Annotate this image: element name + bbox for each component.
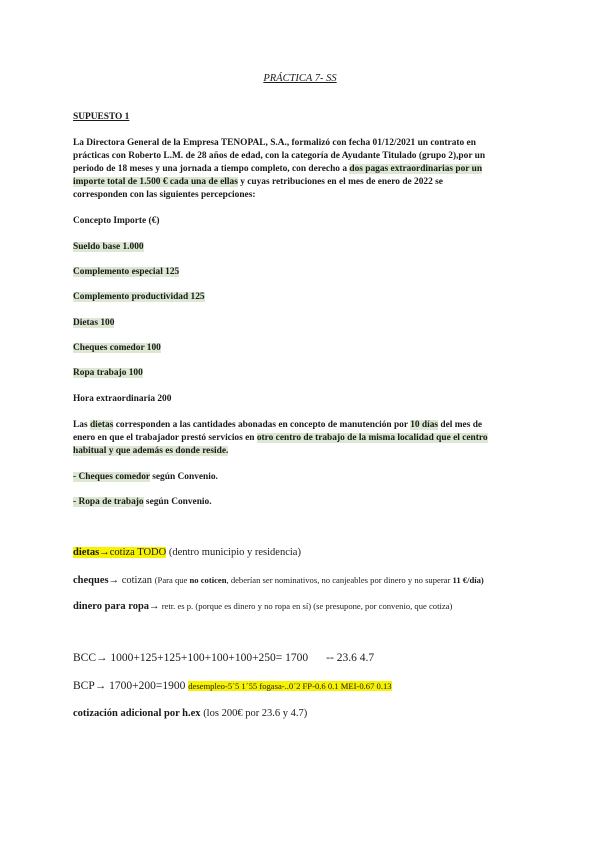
bullet-label: - Cheques comedor <box>73 472 150 482</box>
item-label: Ropa trabajo 100 <box>73 368 143 378</box>
text: corresponden a las cantidades abonadas en concepto de manutención por <box>113 420 411 430</box>
item-row <box>73 317 114 330</box>
item-row <box>73 393 171 406</box>
note-arrow: →cotiza TODO <box>99 547 167 558</box>
calc-extra <box>73 707 307 720</box>
calc-extra-text: (los 200€ por 23.6 y 4.7) <box>200 708 308 719</box>
text: del mes de <box>438 420 483 430</box>
intro-line-4-text: y cuyas retribuciones en el mes de enero de 2022 se <box>237 177 443 187</box>
note-label: cheques <box>73 575 109 586</box>
note-emphasis: no coticen <box>189 575 227 585</box>
item-row <box>73 291 205 304</box>
item-label: Complemento especial 125 <box>73 267 180 277</box>
item-label: Sueldo base 1.000 <box>73 242 144 252</box>
item-row <box>73 241 144 254</box>
note-dietas <box>73 546 301 559</box>
text: Las <box>73 420 90 430</box>
item-label: Cheques comedor 100 <box>73 343 161 353</box>
note-ropa <box>73 600 452 613</box>
calc-extra-label: cotización adicional por h.ex <box>73 708 201 719</box>
highlight-days: 10 días <box>410 420 439 430</box>
calc-formula: BCC→ 1000+125+125+100+100+100+250= 1700 <box>73 652 309 664</box>
calc-formula: BCP→ 1700+200=1900 <box>73 680 189 692</box>
note-cheques <box>73 574 484 587</box>
item-label: Hora extraordinaria 200 <box>73 394 172 404</box>
intro-line-4 <box>73 176 443 189</box>
page-title: PRÁCTICA 7- SS <box>263 73 337 84</box>
note-text: (Para que <box>154 575 190 585</box>
calc-bcc <box>73 652 374 665</box>
dietas-line-3 <box>73 445 228 458</box>
calc-bcp <box>73 680 392 693</box>
item-label: Complemento productividad 125 <box>73 292 205 302</box>
item-row <box>73 266 179 279</box>
highlight-residence: habitual y que además es donde reside. <box>73 446 229 456</box>
note-text: retr. es p. (porque es dinero y no ropa en sí) <box>159 601 314 611</box>
note-dietas-highlight <box>73 547 166 558</box>
section-heading: SUPUESTO 1 <box>73 112 130 122</box>
concept-header: Concepto Importe (€) <box>73 216 160 226</box>
intro-line-3 <box>73 163 482 176</box>
note-text: (se presupone, por convenio, que cotiza) <box>313 601 453 611</box>
dietas-line-1 <box>73 419 482 432</box>
note-text: , deberían ser nominativos, no canjeables por dinero y no superar <box>226 575 453 585</box>
bullet-text: según Convenio. <box>149 472 218 482</box>
item-row <box>73 342 161 355</box>
highlight-amount: importe total de 1.500 € cada una de ellas <box>73 177 238 187</box>
note-text: (dentro municipio y residencia) <box>166 547 301 558</box>
bullet-text: según Convenio. <box>143 497 212 507</box>
text: enero en que el trabajador prestó servicios en <box>73 433 257 443</box>
note-arrow: → cotizan <box>108 575 155 586</box>
note-arrow: → <box>149 601 160 612</box>
dietas-line-2 <box>73 432 488 445</box>
intro-line-2: prácticas con Roberto L.M. de 28 años de edad, con la categoría de Ayudante Titulado (grupo 2),por un <box>73 151 486 161</box>
calc-rates-highlight: desempleo-5´5 1´55 fogasa-..0´2 FP-0.6 0.1 MEI-0.67 0.13 <box>188 681 392 691</box>
note-label: dinero para ropa <box>73 601 150 612</box>
highlight-dietas: dietas <box>89 420 114 430</box>
bullet-ropa <box>73 496 212 509</box>
calc-rates: -- 23.6 4.7 <box>326 652 375 664</box>
note-emphasis: 11 €/día) <box>452 575 484 585</box>
intro-line-1: La Directora General de la Empresa TENOPAL, S.A., formalizó con fecha 01/12/2021 un contrato en <box>73 138 476 148</box>
intro-line-5: corresponden con las siguientes percepciones: <box>73 190 256 200</box>
bullet-cheques <box>73 471 218 484</box>
highlight-extra-pays: dos pagas extraordinarias por un <box>349 164 483 174</box>
item-row <box>73 367 143 380</box>
intro-line-3-text: periodo de 18 meses y una jornada a tiempo completo, con derecho a <box>73 164 350 174</box>
note-label: dietas <box>73 547 100 558</box>
bullet-label: - Ropa de trabajo <box>73 497 144 507</box>
highlight-other-center: otro centro de trabajo de la misma localidad que el centro <box>256 433 488 443</box>
item-label: Dietas 100 <box>73 318 115 328</box>
